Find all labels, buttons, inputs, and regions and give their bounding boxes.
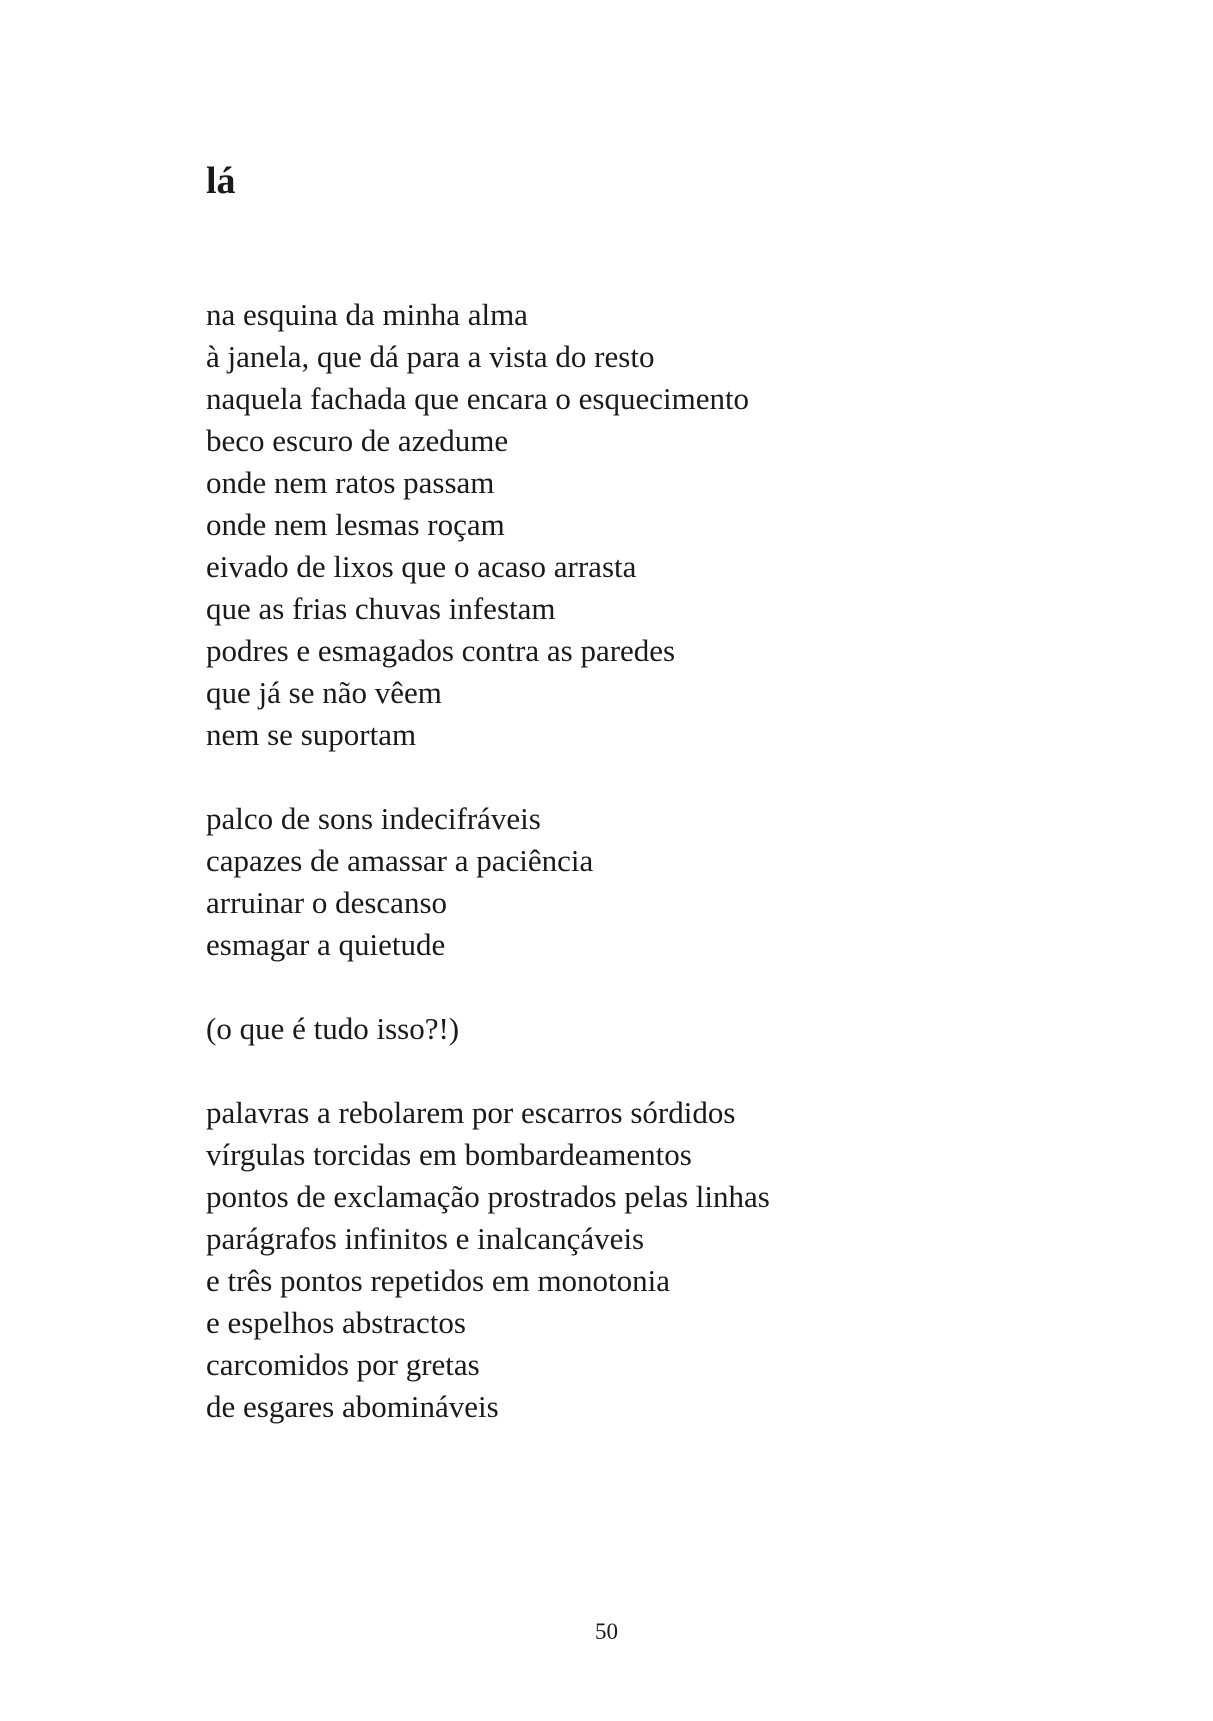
- verse-line: palavras a rebolarem por escarros sórdidos: [206, 1095, 736, 1130]
- verse-line: pontos de exclamação prostrados pelas linhas: [206, 1179, 770, 1214]
- verse-line: onde nem lesmas roçam: [206, 507, 505, 542]
- stanza-2: [206, 798, 1106, 966]
- verse-line: de esgares abomináveis: [206, 1389, 499, 1424]
- verse-line: vírgulas torcidas em bombardeamentos: [206, 1137, 692, 1172]
- poem-body: [206, 294, 1106, 1470]
- page-number: 50: [595, 1619, 618, 1644]
- verse-line: esmagar a quietude: [206, 927, 446, 962]
- verse-line: podres e esmagados contra as paredes: [206, 633, 676, 668]
- verse-line: carcomidos por gretas: [206, 1347, 480, 1382]
- verse-line: naquela fachada que encara o esquecimento: [206, 381, 750, 416]
- verse-line: capazes de amassar a paciência: [206, 843, 594, 878]
- verse-line: palco de sons indecifráveis: [206, 801, 541, 836]
- verse-line: e três pontos repetidos em monotonia: [206, 1263, 671, 1298]
- verse-line: eivado de lixos que o acaso arrasta: [206, 549, 637, 584]
- verse-line: na esquina da minha alma: [206, 297, 528, 332]
- verse-line: (o que é tudo isso?!): [206, 1011, 460, 1046]
- verse-line: que as frias chuvas infestam: [206, 591, 556, 626]
- stanza-4: [206, 1092, 1106, 1428]
- verse-line: arruinar o descanso: [206, 885, 448, 920]
- verse-line: e espelhos abstractos: [206, 1305, 466, 1340]
- verse-line: que já se não vêem: [206, 675, 442, 710]
- verse-line: onde nem ratos passam: [206, 465, 495, 500]
- poem-title: lá: [206, 160, 236, 202]
- verse-line: à janela, que dá para a vista do resto: [206, 339, 655, 374]
- verse-line: parágrafos infinitos e inalcançáveis: [206, 1221, 645, 1256]
- verse-line: beco escuro de azedume: [206, 423, 509, 458]
- stanza-1: [206, 294, 1106, 756]
- stanza-3: [206, 1008, 1106, 1050]
- verse-line: nem se suportam: [206, 717, 417, 752]
